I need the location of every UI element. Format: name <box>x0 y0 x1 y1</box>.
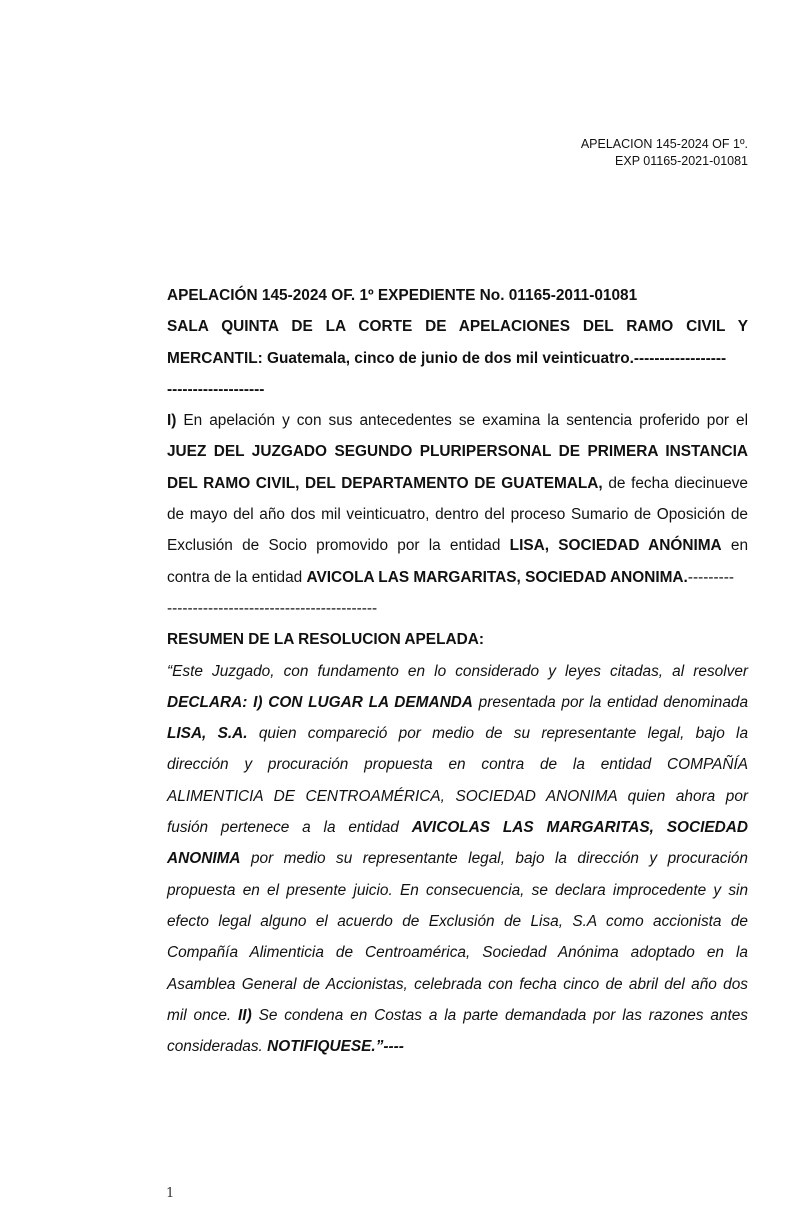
quote-line: dirección y procuración propuesta en contra de la entidad COMPAÑÍA <box>167 756 748 774</box>
quote-line: ANONIMA por medio su representante legal, bajo la dirección y procuración <box>167 850 748 868</box>
paragraph-line: I) En apelación y con sus antecedentes se examina la sentencia proferido por el <box>167 412 748 430</box>
document-body <box>167 280 748 1062</box>
page-number: 1 <box>166 1186 175 1201</box>
quote-line: mil once. II) Se condena en Costas a la parte demandada por las razones antes <box>167 1006 749 1024</box>
case-title: APELACIÓN 145-2024 OF. 1º EXPEDIENTE No. 01165-2011-01081 <box>167 287 638 304</box>
separator-dashes: ------------------- <box>167 380 265 398</box>
quote-line: Compañía Alimenticia de Centroamérica, Sociedad Anónima adoptado en la <box>167 944 748 962</box>
paragraph-line: contra de la entidad AVICOLA LAS MARGARITAS, SOCIEDAD ANONIMA.--------- <box>167 568 734 586</box>
document-reference-header <box>581 136 748 170</box>
quote-line: efecto legal alguno el acuerdo de Exclusión de Lisa, S.A como accionista de <box>167 912 748 930</box>
quote-line: DECLARA: I) CON LUGAR LA DEMANDA presentada por la entidad denominada <box>167 693 748 711</box>
court-date-line: MERCANTIL: Guatemala, cinco de junio de dos mil veinticuatro.------------------ <box>167 349 727 367</box>
quote-line: fusión pertenece a la entidad AVICOLAS LAS MARGARITAS, SOCIEDAD <box>167 819 748 837</box>
section-heading: RESUMEN DE LA RESOLUCION APELADA: <box>167 631 484 649</box>
paragraph-line: Exclusión de Socio promovido por la entidad LISA, SOCIEDAD ANÓNIMA en <box>167 537 749 555</box>
quote-line: “Este Juzgado, con fundamento en lo considerado y leyes citadas, al resolver <box>167 662 748 680</box>
notification-stamp-text: NOTIFIQUESE.”---- <box>267 1038 404 1056</box>
appeal-reference: APELACION 145-2024 OF 1º. <box>580 137 748 151</box>
paragraph-line: DEL RAMO CIVIL, DEL DEPARTAMENTO DE GUATEMALA, de fecha diecinueve <box>167 474 748 492</box>
quote-line: ALIMENTICIA DE CENTROAMÉRICA, SOCIEDAD ANONIMA quien ahora por <box>167 787 748 805</box>
quote-line: consideradas. NOTIFIQUESE.”---- <box>167 1038 404 1056</box>
quote-line: propuesta en el presente juicio. En consecuencia, se declara improcedente y sin <box>167 881 748 899</box>
file-reference: EXP 01165-2021-01081 <box>615 154 748 168</box>
roman-numeral: I) <box>167 412 177 430</box>
court-name-line: SALA QUINTA DE LA CORTE DE APELACIONES DEL RAMO CIVIL Y <box>167 318 748 336</box>
paragraph-line: JUEZ DEL JUZGADO SEGUNDO PLURIPERSONAL DE PRIMERA INSTANCIA <box>167 443 748 461</box>
separator-dashes: ----------------------------------------- <box>167 599 378 617</box>
paragraph-line: de mayo del año dos mil veinticuatro, dentro del proceso Sumario de Oposición de <box>167 506 748 524</box>
quote-line: Asamblea General de Accionistas, celebrada con fecha cinco de abril del año dos <box>167 975 748 993</box>
quote-line: LISA, S.A. quien compareció por medio de su representante legal, bajo la <box>167 725 749 743</box>
